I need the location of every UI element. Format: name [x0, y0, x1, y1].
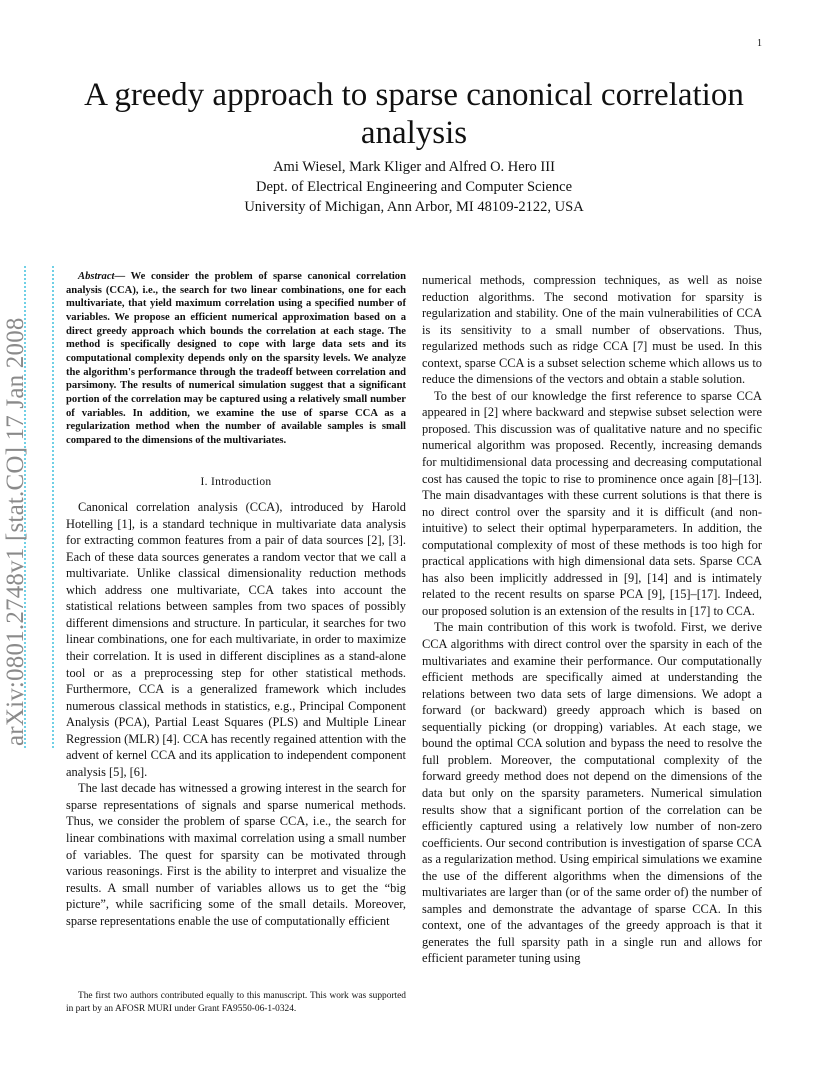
intro-paragraph: To the best of our knowledge the first reference to sparse CCA appeared in [2] where backward and stepwise subset selection were proposed. This discussion was of qualitative nature and no specific numerical algorithm was proposed. Recently, increasing demands for multidimensional data processing and decreasing computational cost has caused the topic to rise to prominence once again [8]–[13]. The main disadvantages with these current solutions is that there is no direct control over the sparsity and it is difficult (and non-intuitive) to select their optimal hyperparameters. In addition, the computational complexity of most of these methods is too high for practical applications with high dimensional data sets. Sparse CCA has also been implicitly addressed in [9], [14] and is intimately related to the recent results on sparse PCA [9], [15]–[17]. Indeed, our proposed solution is an extension of the results in [17] to CCA. [422, 388, 762, 618]
section-heading-introduction: I. Introduction [200, 475, 272, 488]
abstract-text: We consider the problem of sparse canonical correlation analysis (CCA), i.e., the search for two linear combinations, one for each multivariate, that yield maximum correlation using a specified number of variables. We propose an efficient numerical approximation based on a direct greedy approach which bounds the correlation at each stage. The method is specifically designed to cope with large data sets and its computational complexity depends only on the sparsity levels. We analyze the algorithm's performance through the tradeoff between correlation and parsimony. The results of numerical simulation suggest that a significant portion of the correlation may be captured using a relatively small number of variables. In addition, we examine the use of sparse CCA as a regularization method when the number of available samples is small compared to the dimensions of the multivariates. [66, 271, 406, 446]
affiliation-department: Dept. of Electrical Engineering and Computer Science [255, 179, 573, 195]
intro-paragraph: The last decade has witnessed a growing interest in the search for sparse representations of signals and sparse numerical methods. Thus, we consider the problem of sparse CCA, i.e., the search for linear combinations with maximal correlation using a small number of variables. The quest for sparsity can be motivated through various reasonings. First is the ability to interpret and visualize the results. A small number of variables allows us to get the “big picture”, while sacrificing some of the small details. Moreover, sparse representations enable the use of computationally efficient [66, 781, 406, 928]
author-block [114, 157, 714, 217]
abstract-label: Abstract [78, 271, 115, 282]
author-names: Ami Wiesel, Mark Kliger and Alfred O. Hero III [273, 159, 555, 175]
intro-paragraph: Canonical correlation analysis (CCA), introduced by Harold Hotelling [1], is a standard technique in multivariate data analysis for extracting common features from a pair of data sources [2], [3]. Each of these data sources generates a random vector that we call a multivariate. Unlike classical dimensionality reduction methods which address one multivariate, CCA takes into account the statistical relations between samples from two spaces of possibly different dimensions and structure. In particular, it searches for two linear combinations, one for each multivariate, in order to maximize their correlation. It is used in different disciplines as a stand-alone tool or as a preprocessing step for other statistical methods. Furthermore, CCA is a generalized framework which includes numerous classical methods in statistics, e.g., Principal Component Analysis (PCA), Partial Least Squares (PLS) and Multiple Linear Regression (MLR) [4]. CCA has recently regained attention with the advent of kernel CCA and its application to independent component analysis [5], [6]. [66, 500, 406, 779]
left-column [66, 270, 406, 929]
page-number: 1 [757, 38, 762, 49]
affiliation-university: University of Michigan, Ann Arbor, MI 48109-2122, USA [244, 199, 584, 215]
intro-paragraph: The main contribution of this work is twofold. First, we derive CCA algorithms with direct control over the sparsity in each of the multivariates and examine their performance. Our computationally efficient methods are specifically aimed at understanding the relations between two data sets of large dimensions. We adopt a forward (or backward) greedy approach which is based on sequentially picking (or dropping) variables. At each stage, we bound the optimal CCA solution and bypass the need to resolve the full problem. Moreover, the computational complexity of the forward greedy method does not depend on the dimensions of the data but only on the sparsity parameters. Numerical simulation results show that a significant portion of the correlation can be efficiently captured using a relatively low number of non-zero coefficients. Our second contribution is investigation of sparse CCA as a regularization method. Using empirical simulations we examine the use of the different algorithms when the dimensions of the multivariates are larger than (or of the same order of) the number of samples and demonstrate the advantage of sparse CCA. In this context, one of the advantages of the greedy approach is that it generates the full sparsity path in a single run and allows for efficient parameter tuning using [422, 620, 762, 966]
abstract: Abstract— We consider the problem of sparse canonical correlation analysis (CCA), i.e., the search for two linear combinations, one for each multivariate, that yield maximum correlation using a specified number of variables. We propose an efficient numerical approximation based on a direct greedy approach which bounds the correlation at each stage. The method is specifically designed to cope with large data sets and its computational complexity depends only on the sparsity levels. We analyze the algorithm's performance through the tradeoff between correlation and parsimony. The results of numerical simulation suggest that a significant portion of the correlation may be captured using a relatively small number of variables. In addition, we examine the use of sparse CCA as a regularization method when the number of available samples is small compared to the dimensions of the multivariates. [66, 271, 406, 446]
right-column [422, 272, 762, 967]
arxiv-stamp: arXiv:0801.2748v1 [stat.CO] 17 Jan 2008 [2, 317, 29, 746]
intro-paragraph: numerical methods, compression techniques, as well as noise reduction algorithms. The second motivation for sparsity is regularization and stability. One of the main vulnerabilities of CCA is its sensitivity to a small number of observations. Thus, regularized methods such as ridge CCA [7] must be used. In this context, sparse CCA is a subset selection scheme which allows us to reduce the dimensions of the vectors and obtain a stable solution. [422, 273, 762, 387]
footnote: The first two authors contributed equally to this manuscript. This work was supported in part by an AFOSR MURI under Grant FA9550-06-1-0324. [66, 991, 406, 1014]
paper-title: A greedy approach to sparse canonical correlation analysis [84, 77, 744, 151]
